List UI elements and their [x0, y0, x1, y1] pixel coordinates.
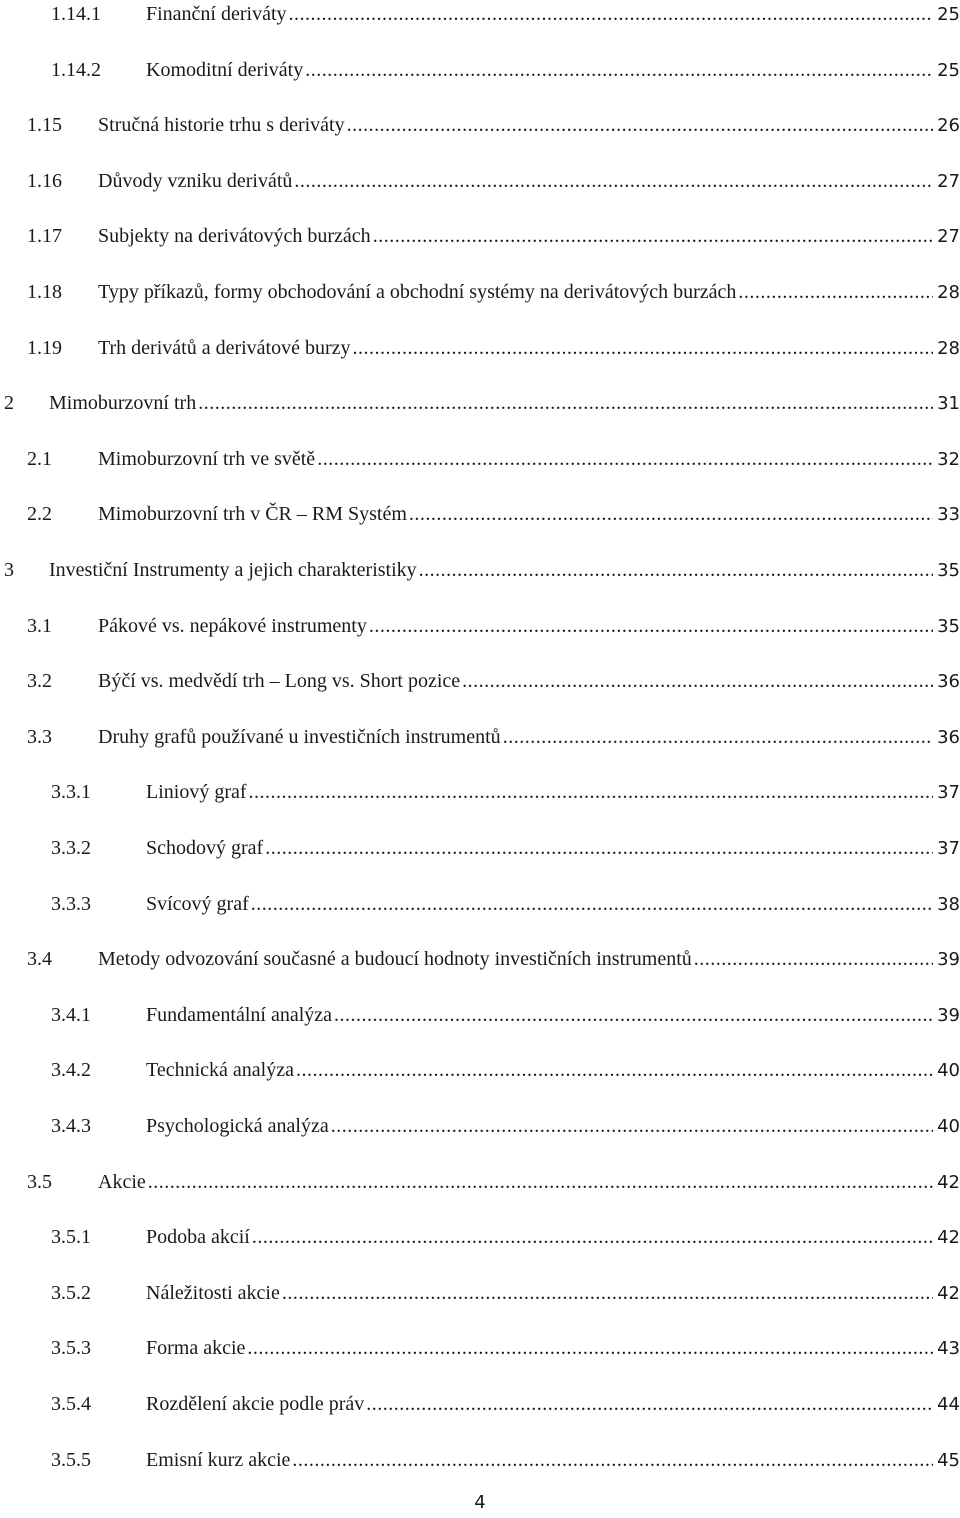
toc-entry[interactable] — [0, 1112, 960, 1140]
dot-leader — [249, 778, 934, 806]
toc-entry-title: Finanční deriváty — [146, 3, 287, 25]
toc-entry[interactable] — [0, 0, 960, 28]
dot-leader — [252, 1223, 933, 1251]
toc-entry-page: 27 — [937, 170, 960, 192]
toc-entry-number: 3.3.2 — [51, 837, 91, 859]
toc-entry-title: Akcie — [98, 1170, 146, 1193]
dot-leader — [331, 1112, 933, 1140]
toc-entry-number: 2.2 — [27, 503, 52, 526]
dot-leader — [265, 834, 933, 862]
toc-entry-page: 36 — [937, 671, 960, 693]
toc-entry-page: 40 — [937, 1060, 960, 1082]
toc-entry-title: Investiční Instrumenty a jejich charakteristiky — [49, 559, 417, 581]
toc-entry-page: 38 — [937, 893, 960, 915]
toc-entry-title: Býčí vs. medvědí trh – Long vs. Short pozice — [98, 670, 461, 693]
toc-entry-number: 3.4.1 — [51, 1003, 91, 1026]
toc-entry-number: 3 — [4, 559, 14, 581]
toc-entry-page: 28 — [937, 337, 960, 359]
dot-leader — [251, 890, 933, 918]
toc-entry-page: 43 — [937, 1338, 960, 1360]
toc-entry[interactable] — [0, 1279, 960, 1307]
toc-entry-page: 37 — [937, 782, 960, 804]
toc-entry[interactable] — [0, 56, 960, 84]
toc-entry[interactable] — [0, 445, 960, 473]
toc-entry[interactable] — [0, 890, 960, 918]
dot-leader — [366, 1390, 933, 1418]
toc-entry-number: 3.2 — [27, 670, 52, 693]
toc-entry[interactable] — [0, 222, 960, 250]
toc-entry-page: 45 — [937, 1449, 960, 1471]
toc-entry-number: 3.3.3 — [51, 892, 91, 915]
toc-entry-page: 39 — [937, 949, 960, 971]
toc-entry-title: Schodový graf — [146, 837, 264, 859]
toc-entry[interactable] — [0, 1056, 960, 1084]
toc-entry-number: 3.4.2 — [51, 1059, 91, 1082]
toc-entry-page: 25 — [937, 4, 960, 25]
toc-entry-number: 3.5.3 — [51, 1337, 91, 1360]
toc-entry-title: Metody odvozování současné a budoucí hodnoty investičních instrumentů — [98, 948, 692, 971]
dot-leader — [462, 667, 933, 695]
toc-entry-page: 37 — [937, 838, 960, 859]
toc-entry-title: Emisní kurz akcie — [146, 1448, 291, 1471]
toc-entry-title: Technická analýza — [146, 1059, 294, 1082]
toc-entry-page: 42 — [937, 1227, 960, 1249]
toc-entry-title: Pákové vs. nepákové instrumenty — [98, 614, 367, 637]
toc-entry-page: 40 — [937, 1116, 960, 1137]
toc-entry-number: 3.5.5 — [51, 1448, 91, 1471]
dot-leader — [317, 445, 933, 473]
toc-entry-title: Důvody vzniku derivátů — [98, 169, 293, 192]
toc-entry-title: Mimoburzovní trh — [49, 392, 197, 415]
toc-entry-number: 2.1 — [27, 447, 52, 470]
toc-entry-title: Forma akcie — [146, 1337, 246, 1360]
dot-leader — [694, 945, 933, 973]
toc-entry[interactable] — [0, 834, 960, 862]
dot-leader — [738, 278, 933, 306]
toc-entry[interactable] — [0, 556, 960, 584]
toc-entry-title: Komoditní deriváty — [146, 58, 304, 81]
toc-entry[interactable] — [0, 667, 960, 695]
dot-leader — [409, 500, 933, 528]
dot-leader — [347, 111, 933, 139]
toc-entry-number: 2 — [4, 392, 14, 415]
toc-entry-number: 1.14.1 — [51, 3, 101, 25]
toc-entry[interactable] — [0, 389, 960, 417]
toc-entry-title: Liniový graf — [146, 781, 247, 804]
toc-entry-number: 3.1 — [27, 614, 52, 637]
toc-entry-page: 44 — [937, 1394, 960, 1415]
toc-entry[interactable] — [0, 111, 960, 139]
toc-entry-title: Druhy grafů používané u investičních instrumentů — [98, 725, 501, 748]
dot-leader — [419, 556, 933, 584]
toc-entry-title: Podoba akcií — [146, 1226, 250, 1249]
toc-entry-page: 42 — [937, 1171, 960, 1193]
toc-entry-number: 3.3.1 — [51, 781, 91, 804]
toc-entry-title: Psychologická analýza — [146, 1115, 329, 1137]
dot-leader — [369, 612, 933, 640]
toc-entry[interactable] — [0, 723, 960, 751]
toc-entry-number: 1.17 — [27, 225, 62, 248]
toc-entry-page: 32 — [937, 448, 960, 470]
dot-leader — [334, 1001, 933, 1029]
toc-entry-number: 1.14.2 — [51, 58, 101, 81]
toc-entry-number: 3.4.3 — [51, 1115, 91, 1137]
toc-entry-page: 25 — [937, 59, 960, 81]
dot-leader — [294, 167, 933, 195]
dot-leader — [305, 56, 933, 84]
toc-entry-page: 31 — [937, 393, 960, 415]
toc-entry-page: 39 — [937, 1004, 960, 1026]
toc-entry-number: 1.15 — [27, 114, 62, 137]
dot-leader — [289, 0, 934, 28]
toc-entry-number: 3.4 — [27, 948, 52, 971]
toc-entry-title: Typy příkazů, formy obchodování a obchodní systémy na derivátových burzách — [98, 281, 737, 303]
toc-entry-page: 27 — [937, 226, 960, 248]
dot-leader — [503, 723, 933, 751]
toc-entry[interactable] — [0, 1223, 960, 1251]
toc-entry[interactable] — [0, 1390, 960, 1418]
dot-leader — [198, 389, 933, 417]
toc-entry-title: Mimoburzovní trh ve světě — [98, 447, 316, 470]
toc-entry[interactable] — [0, 945, 960, 973]
toc-entry-number: 1.18 — [27, 281, 62, 303]
toc-entry-title: Trh derivátů a derivátové burzy — [98, 336, 351, 359]
page-number: 4 — [474, 1492, 486, 1513]
toc-entry-page: 33 — [937, 504, 960, 526]
toc-entry-page: 26 — [937, 115, 960, 137]
dot-leader — [282, 1279, 933, 1307]
toc-entry-title: Subjekty na derivátových burzách — [98, 225, 371, 248]
toc-entry-title: Náležitosti akcie — [146, 1281, 280, 1304]
toc-entry[interactable] — [0, 1334, 960, 1362]
toc-entry-page: 36 — [937, 726, 960, 748]
dot-leader — [296, 1056, 933, 1084]
toc-entry-title: Rozdělení akcie podle práv — [146, 1393, 365, 1415]
toc-entry-title: Svícový graf — [146, 892, 249, 915]
toc-entry[interactable] — [0, 612, 960, 640]
dot-leader — [148, 1168, 933, 1196]
toc-entry-number: 3.5.2 — [51, 1281, 91, 1304]
toc-entry[interactable] — [0, 500, 960, 528]
toc-entry[interactable] — [0, 1446, 960, 1474]
toc-entry-title: Stručná historie trhu s deriváty — [98, 114, 345, 137]
toc-entry[interactable] — [0, 1001, 960, 1029]
toc-entry-number: 1.19 — [27, 336, 62, 359]
toc-entry[interactable] — [0, 167, 960, 195]
toc-entry[interactable] — [0, 1168, 960, 1196]
toc-entry-page: 35 — [937, 560, 960, 581]
toc-entry-page: 28 — [937, 282, 960, 303]
toc-entry-number: 3.3 — [27, 725, 52, 748]
dot-leader — [353, 334, 934, 362]
toc-entry-page: 42 — [937, 1282, 960, 1304]
toc-entry-number: 3.5.4 — [51, 1393, 91, 1415]
dot-leader — [292, 1446, 933, 1474]
toc-entry-page: 35 — [937, 615, 960, 637]
toc-entry-number: 3.5 — [27, 1170, 52, 1193]
toc-entry-title: Fundamentální analýza — [146, 1003, 333, 1026]
toc-entry[interactable] — [0, 278, 960, 306]
dot-leader — [247, 1334, 933, 1362]
toc-entry-number: 3.5.1 — [51, 1226, 91, 1249]
dot-leader — [373, 222, 933, 250]
toc-entry-number: 1.16 — [27, 169, 62, 192]
toc-entry[interactable] — [0, 334, 960, 362]
toc-entry[interactable] — [0, 778, 960, 806]
toc-entry-title: Mimoburzovní trh v ČR – RM Systém — [98, 503, 407, 526]
